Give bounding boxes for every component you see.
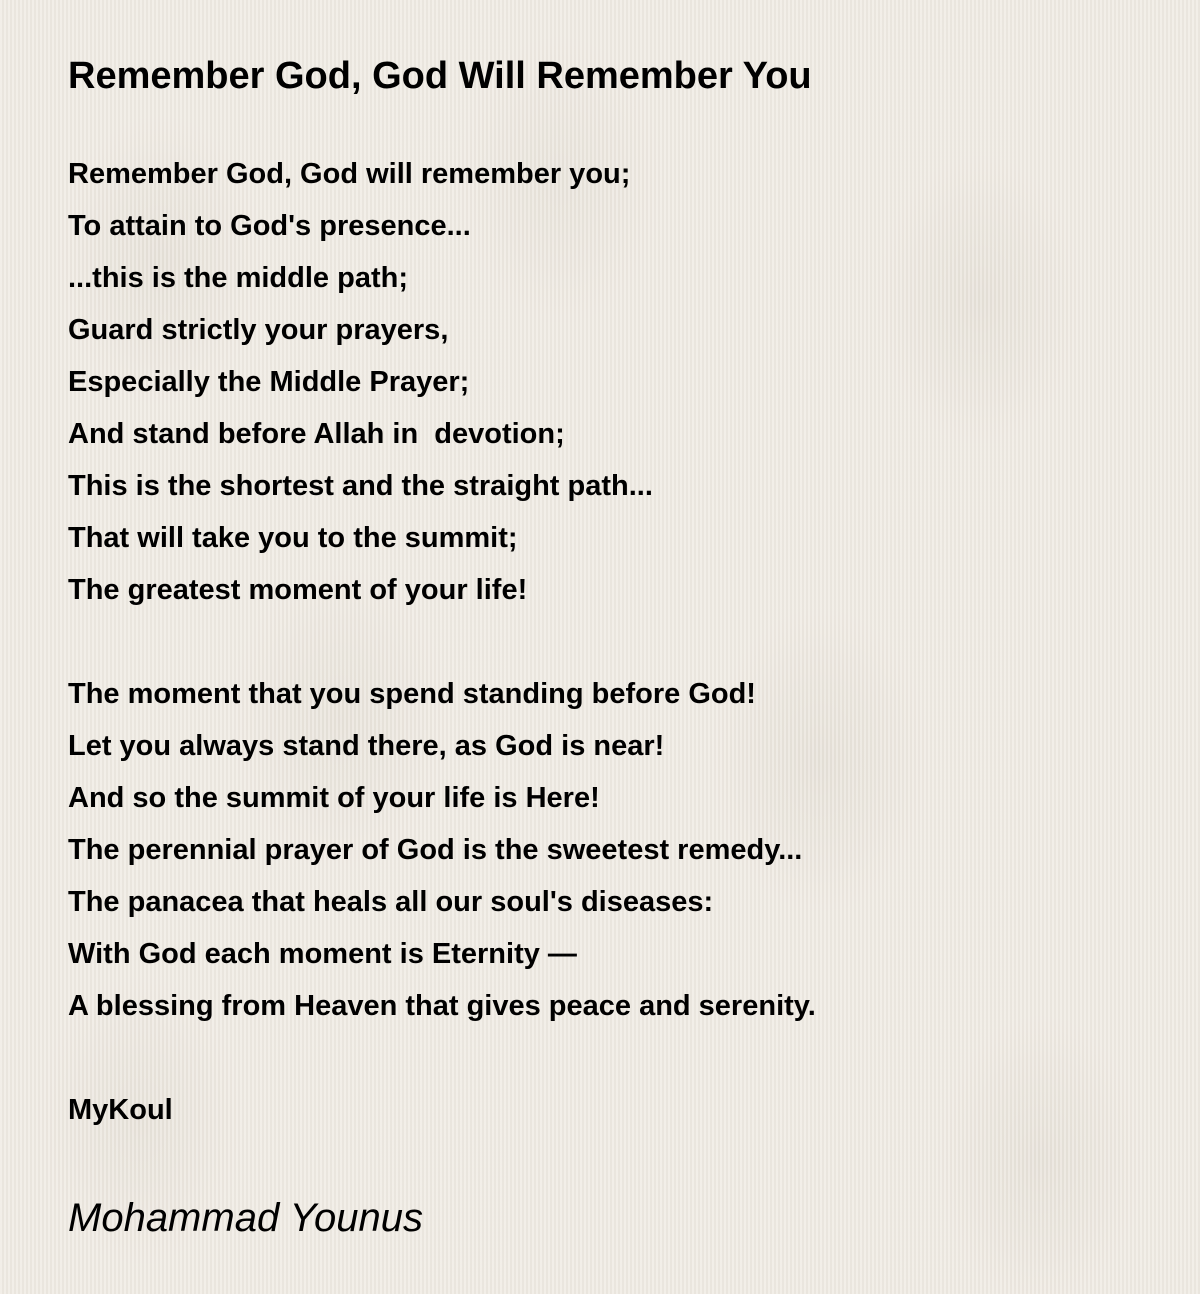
poem-line: The moment that you spend standing before God! xyxy=(68,678,756,710)
poem-line: With God each moment is Eternity — xyxy=(68,938,577,970)
poem-line: The greatest moment of your life! xyxy=(68,574,528,606)
poem-line: The perennial prayer of God is the sweetest remedy... xyxy=(68,834,803,866)
stanza-break xyxy=(68,1032,1168,1084)
poem-line: To attain to God's presence... xyxy=(68,210,471,242)
poem-line: That will take you to the summit; xyxy=(68,522,518,554)
poem-author: Mohammad Younus xyxy=(68,1196,424,1240)
stanza-break xyxy=(68,616,1168,668)
poem-line: The panacea that heals all our soul's diseases: xyxy=(68,886,714,918)
poem-line: This is the shortest and the straight path... xyxy=(68,470,653,502)
poem-line: Remember God, God will remember you; xyxy=(68,158,631,190)
poem-body xyxy=(68,148,1168,1136)
poem-line: ...this is the middle path; xyxy=(68,262,408,294)
poem-line: And so the summit of your life is Here! xyxy=(68,782,600,814)
poem-line: And stand before Allah in devotion; xyxy=(68,418,565,450)
poem-line: Especially the Middle Prayer; xyxy=(68,366,470,398)
poem-signature: MyKoul xyxy=(68,1094,173,1126)
poem-title: Remember God, God Will Remember You xyxy=(68,55,812,97)
poem-line: A blessing from Heaven that gives peace and serenity. xyxy=(68,990,816,1022)
poem-line: Let you always stand there, as God is near! xyxy=(68,730,665,762)
poem-line: Guard strictly your prayers, xyxy=(68,314,449,346)
